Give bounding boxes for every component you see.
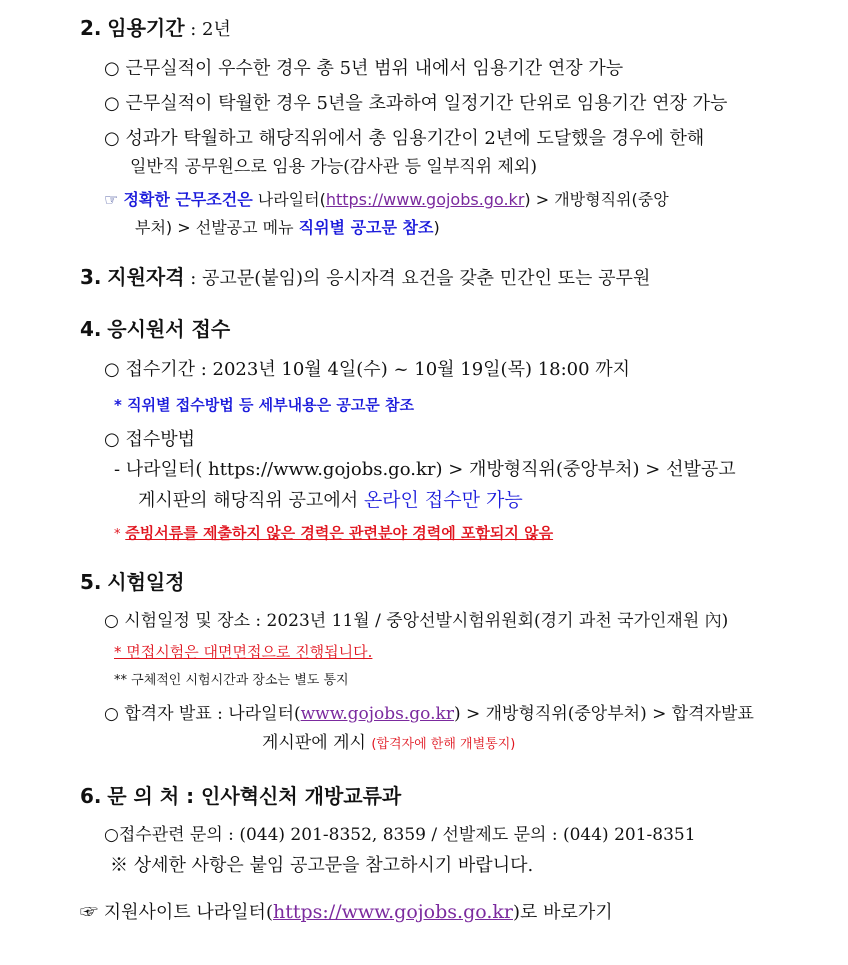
method-highlight: 온라인 접수만 가능 [363,489,523,511]
section-3-number: 3. [80,265,102,289]
bullet-text: 일반직 공무원으로 임용 가능(감사관 등 일부직위 제외) [130,157,537,177]
note-highlight: 직위별 공고문 참조 [298,218,434,237]
section-4-method-line-2 [138,488,523,513]
bullet-text: 근무실적이 탁월한 경우 5년을 초과하여 일정기간 단위로 임용기간 연장 가능 [125,93,728,114]
section-6-notice: ※ 상세한 사항은 붙임 공고문을 참고하시기 바랍니다. [110,855,534,876]
note-text: 나라일터( [252,190,326,209]
section-2-number: 2. [80,16,102,40]
section-2-bullet-3-cont [130,155,537,179]
section-4-note-1: * 직위별 접수방법 등 세부내용은 공고문 참조 [114,396,414,414]
section-2-note [104,188,669,212]
result-note: (합격자에 한해 개별통지) [371,737,516,752]
section-2-heading [80,16,231,42]
note-warning: 증빙서류를 제출하지 않은 경력은 관련분야 경력에 포함되지 않음 [125,524,554,542]
section-5-note-2: ** 구체적인 시험시간과 장소는 별도 통지 [114,673,349,688]
section-5-note-1: * 면접시험은 대면면접으로 진행됩니다. [114,643,373,661]
note-text: ) > 개방형직위(중앙 [524,190,669,209]
gojobs-link[interactable]: www.gojobs.go.kr [300,704,454,724]
note-highlight: 정확한 근무조건은 [123,190,253,209]
section-6-contact [104,823,696,847]
section-5-schedule [104,609,728,633]
period-text: 접수기간 : 2023년 10월 4일(수) ~ 10월 19일(목) 18:00 까지 [125,359,631,380]
bullet-text: 근무실적이 우수한 경우 총 5년 범위 내에서 임용기간 연장 가능 [125,58,624,79]
section-4-heading [80,317,230,343]
bullet-circle-icon: ○ [104,611,119,631]
section-2-title: 임용기간 [107,16,185,40]
section-5-number: 5. [80,570,102,594]
bullet-circle-icon: ○ [104,128,120,149]
bullet-circle-icon: ○ [104,825,119,845]
pointer-icon: ☞ [104,190,119,209]
section-4-period [104,358,630,382]
note-text: ) [433,218,440,237]
section-2-separator: : [184,19,203,40]
bullet-circle-icon: ○ [104,93,120,114]
section-3-text: : 공고문(붙임)의 응시자격 요건을 갖춘 민간인 또는 공무원 [184,268,651,289]
note-star: * [114,527,121,542]
bullet-circle-icon: ○ [104,359,120,380]
section-6-title: 문 의 처 : 인사혁신처 개방교류과 [107,784,402,808]
section-5-result [104,702,754,726]
section-4-method [104,428,195,452]
gojobs-link[interactable]: https://www.gojobs.go.kr [325,190,525,209]
footer-text: )로 바로가기 [512,902,613,923]
section-4-title: 응시원서 접수 [107,317,231,341]
section-2-value: 2년 [202,19,231,40]
section-6-heading [80,784,401,810]
bullet-circle-icon: ○ [104,429,120,450]
section-6-number: 6. [80,784,102,808]
section-2-note-line2 [135,216,440,240]
section-2-bullet-3 [104,127,704,151]
bullet-circle-icon: ○ [104,704,119,724]
footer-link-line [80,900,613,925]
note-text: 부처) > 선발공고 메뉴 [135,218,299,237]
contact-text: 접수관련 문의 : (044) 201-8352, 8359 / 선발제도 문의 : (044) 201-8351 [118,825,696,845]
section-4-number: 4. [80,317,102,341]
section-2-bullet-2 [104,92,727,116]
section-4-note-2 [114,521,553,547]
bullet-text: 성과가 탁월하고 해당직위에서 총 임용기간이 2년에 도달했을 경우에 한해 [125,128,705,149]
pointer-icon: ☞ [80,902,98,923]
section-5-title: 시험일정 [107,570,185,594]
section-3-heading [80,265,650,291]
section-5-result-line-2 [262,731,515,757]
result-text: 합격자 발표 : 나라일터( [124,704,301,724]
bullet-circle-icon: ○ [104,58,120,79]
schedule-text: 시험일정 및 장소 : 2023년 11월 / 중앙선발시험위원회(경기 과천 국가인재원 內) [124,611,729,631]
method-label: 접수방법 [125,429,196,450]
section-2-bullet-1 [104,57,623,81]
section-3-title: 지원자격 [107,265,185,289]
result-text: 게시판에 게시 [262,733,366,753]
result-text: ) > 개방형직위(중앙부처) > 합격자발표 [453,704,754,724]
method-text: 게시판의 해당직위 공고에서 [138,490,364,511]
section-4-method-line-1: - 나라일터( https://www.gojobs.go.kr) > 개방형직위(중앙부처) > 선발공고 [114,459,736,480]
footer-gojobs-link[interactable]: https://www.gojobs.go.kr [272,901,513,923]
section-5-heading [80,570,185,596]
footer-text: 지원사이트 나라일터( [103,902,273,923]
